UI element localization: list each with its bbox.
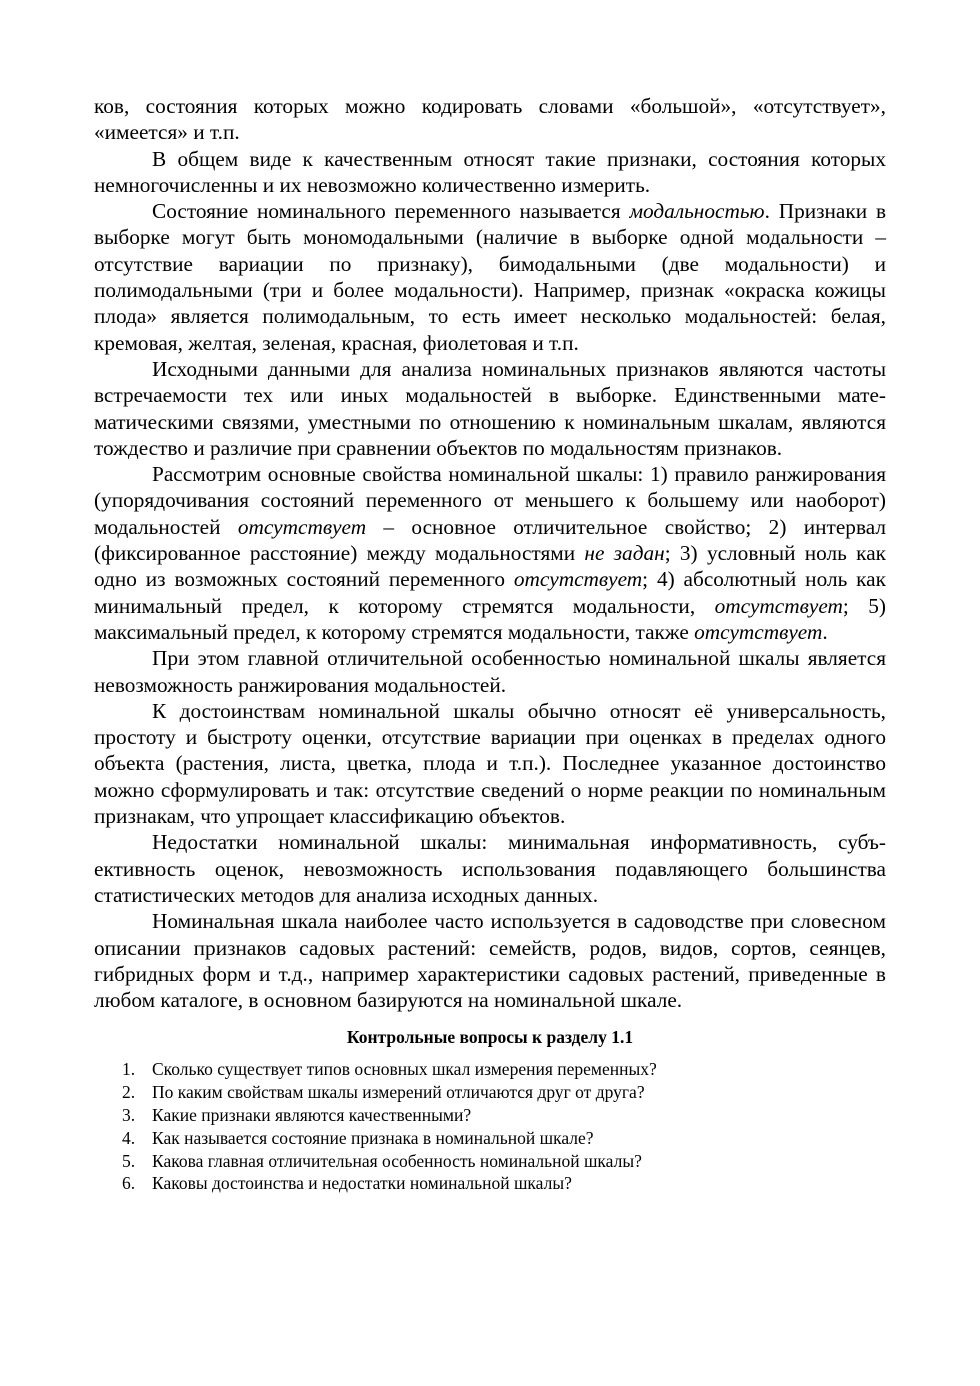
questions-heading: Контрольные вопросы к разделу 1.1: [346, 1027, 634, 1048]
question-text: Как называется состояние признака в номинальной шкале?: [152, 1127, 594, 1148]
italic-term: отсутствует: [237, 514, 367, 539]
text-run: Номинальная шкала наиболее часто используется в садоводстве при словесном описании признаков садовых растений: семейств, родов, видов, сортов, сеянцев, гибридных форм и т.д., например характеристики садовых растений, приведенные в любом каталоге, в основном базируются на номинальной шкале.: [94, 909, 886, 1013]
body-text: [94, 93, 886, 1013]
text-run: Недостатки номинальной шкалы: минимальная информативность, субъективность оценок, невозможность использования подавляющего большинства статистических методов для анализа исходных данных.: [94, 830, 886, 907]
question-text: Каковы достоинства и недостатки номинальной шкалы?: [152, 1173, 572, 1194]
italic-term: отсутствует: [513, 567, 643, 592]
text-run: ; 5) максимальный предел, к которому стремятся модальности, также: [94, 593, 887, 644]
italic-term: модальностью: [629, 199, 765, 224]
paragraph-properties: [94, 461, 886, 645]
question-number: 4.: [122, 1127, 136, 1148]
text-run: – основное отличительное свойство; 2) интервал (фиксированное расстояние) между модальностями: [94, 514, 886, 566]
text-run: ков, состояния которых можно кодировать словами «большой», «отсутствует», «имеется» и т.п.: [94, 94, 886, 145]
paragraph-disadvantages: [94, 829, 886, 908]
paragraph-usage: [94, 908, 886, 1013]
paragraph-main-feature: [94, 645, 886, 698]
paragraph-qualitative-def: [94, 146, 886, 199]
text-run: . Признаки в выборке могут быть мономодальными (наличие в выборке одной модальности – отсутствие вариации по признаку), бимодальными (две модальности) и полимодальными (три и более модальности). Например, признак «окраска кожицы плода» является полимодальным, то есть имеет несколько модальностей: белая, кремовая, желтая, зеленая, красная, фиолетовая и т.п.: [94, 199, 886, 355]
question-number: 6.: [122, 1173, 136, 1194]
text-run: При этом главной отличительной особенностью номинальной шкалы является невозможность ранжирования модальностей.: [94, 646, 886, 697]
text-run: ; 3) условный ноль как одно из возможных состояний переменного: [94, 541, 886, 592]
question-item: [94, 1150, 886, 1173]
question-item: [94, 1081, 886, 1104]
question-item: [94, 1058, 886, 1081]
paragraph-modality: [94, 198, 886, 356]
question-number: 5.: [122, 1150, 136, 1171]
paragraph-advantages: [94, 698, 886, 829]
text-run: .: [822, 619, 828, 644]
question-item: [94, 1172, 886, 1195]
text-run: Рассмотрим основные свойства номинальной шкалы: 1) правило ранжирования (упорядочивания состояний переменного от меньшего к большему или наоборот) модальностей: [94, 462, 886, 539]
question-text: По каким свойствам шкалы измерений отличаются друг от друга?: [152, 1082, 645, 1103]
italic-term: отсутствует: [694, 619, 823, 644]
text-run: Исходными данными для анализа номинальных признаков являются частоты встречаемости тех или иных модальностей в выборке. Единственными математическими связями, уместными по отношению к номинальным шкалам, являются тождество и различие при сравнении объектов по модальностям признаков.: [94, 356, 886, 460]
paragraph-continuation: [94, 93, 886, 146]
question-item: [94, 1104, 886, 1127]
question-text: Сколько существует типов основных шкал измерения переменных?: [152, 1059, 657, 1080]
question-text: Какие признаки являются качественными?: [152, 1104, 472, 1125]
text-run: К достоинствам номинальной шкалы обычно относят её универсальность, простоту и быстроту оценки, отсутствие вариации при оценках в пределах одного объекта (растения, листа, цветка, плода и т.п.). Последнее указанное достоинство можно сформулировать и так: отсутствие сведений о норме реакции по номинальным признакам, что упрощает классификацию объектов.: [94, 698, 886, 829]
italic-term: отсутствует: [714, 593, 843, 618]
italic-term: не задан: [584, 541, 665, 566]
questions-list: [94, 1058, 886, 1195]
text-run: В общем виде к качественным относят такие признаки, состояния которых немногочисленны и их невозможно количественно измерить.: [94, 146, 886, 197]
question-item: [94, 1127, 886, 1150]
page-content: [94, 93, 886, 1195]
question-number: 1.: [122, 1059, 136, 1080]
text-run: ; 4) абсолютный ноль как минимальный предел, к которому стремятся модальности,: [94, 567, 886, 618]
paragraph-source-data: [94, 356, 886, 461]
question-number: 2.: [122, 1082, 136, 1103]
question-number: 3.: [122, 1104, 136, 1125]
question-text: Какова главная отличительная особенность номинальной шкалы?: [152, 1150, 642, 1171]
text-run: Состояние номинального переменного называется: [152, 199, 630, 224]
